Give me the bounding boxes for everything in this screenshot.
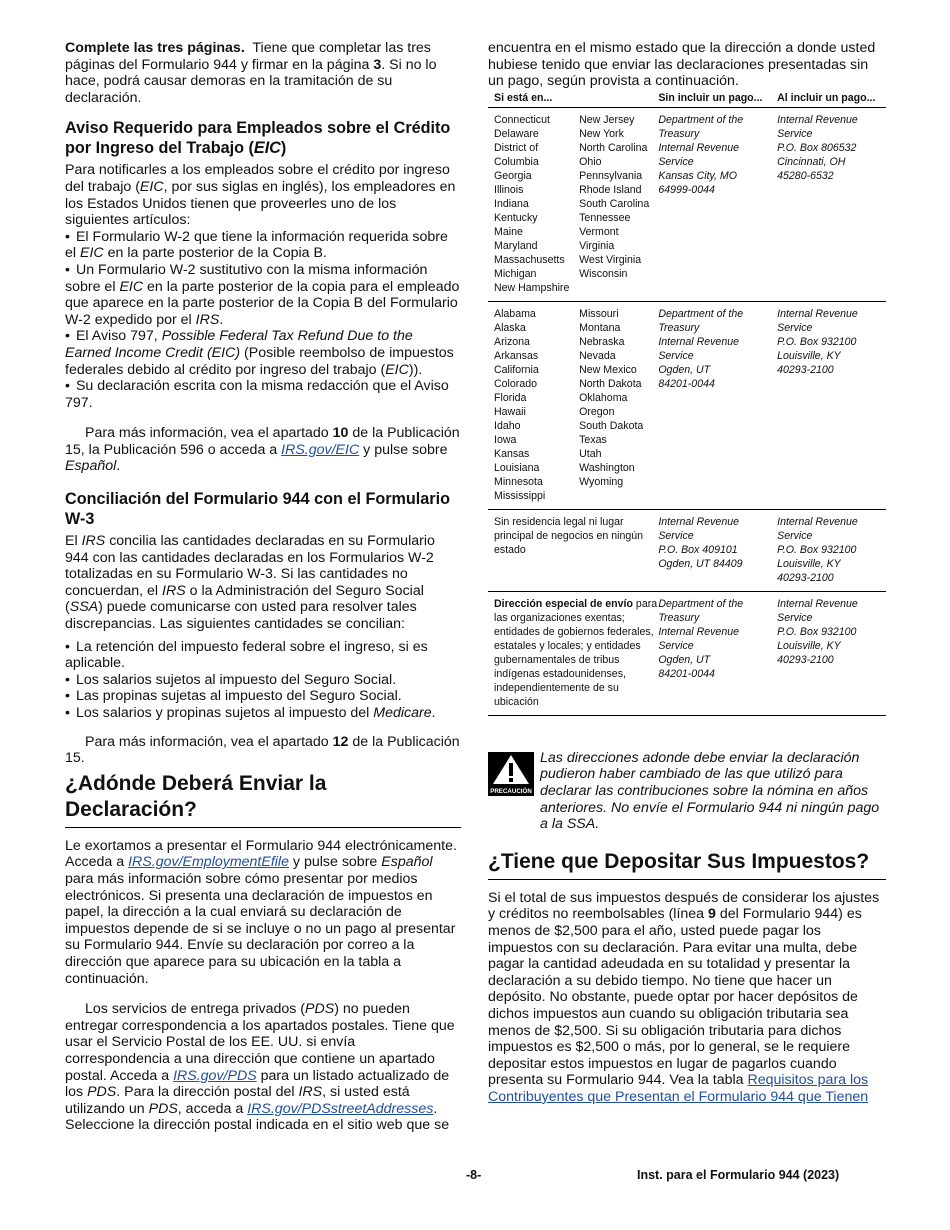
intro-paragraph: Complete las tres páginas. Tiene que completar las tres páginas del Formulario 944 y firmar en la página 3. Si no lo hace, podrá causar demoras en la tramitación de su declaración. xyxy=(65,40,437,106)
employment-efile-link[interactable]: IRS.gov/EmploymentEfile xyxy=(128,854,289,871)
table-cell-line: Cincinnati, OH xyxy=(777,155,846,168)
table-cell-line: New Jersey xyxy=(579,113,635,126)
table-cell-line: North Dakota xyxy=(579,377,642,390)
table-row xyxy=(488,302,886,510)
eic-list xyxy=(65,229,461,412)
irs-eic-link[interactable]: IRS.gov/EIC xyxy=(281,441,360,458)
table-cell-line: P.O. Box 932100 xyxy=(777,625,857,638)
table-cell-line: Alaska xyxy=(494,321,526,334)
table-cell-line: Ogden, UT xyxy=(658,653,711,666)
table-cell-line: New York xyxy=(579,127,624,140)
irs-pds-link[interactable]: IRS.gov/PDS xyxy=(173,1067,257,1084)
table-cell-line: Iowa xyxy=(494,433,517,446)
table-cell-line: 84201-0044 xyxy=(658,667,715,680)
reconciliation-more-info: Para más información, vea el apartado 12 de la Publicación 15. xyxy=(65,733,460,767)
table-cell-line: Kansas xyxy=(494,447,530,460)
where-to-file-paragraph: Le exortamos a presentar el Formulario 944 electrónicamente. Acceda a IRS.gov/EmploymentEfile y pulse sobre Español para más información sobre cómo presentar por medios electrónicos. Si presenta una declaración de impuestos en papel, la dirección a la cual enviará su declaración de impuestos depende de si se incluye o no un pago al presentar su Formulario 944. Envíe su declaración por correo a la dirección que aparece para su ubicación en la tabla a continuación. xyxy=(65,837,457,987)
table-cell-line: Missouri xyxy=(579,307,619,320)
states-col-b xyxy=(579,307,658,503)
table-cell-line: Indiana xyxy=(494,197,529,210)
col-header-with-payment: Al incluir un pago... xyxy=(777,91,876,104)
table-cell-line: Utah xyxy=(579,447,602,460)
table-cell-line: 45280-6532 xyxy=(777,169,834,182)
eic-heading: Aviso Requerido para Empleados sobre el Crédito por Ingreso del Trabajo (EIC) xyxy=(65,119,451,158)
table-cell-line: New Mexico xyxy=(579,363,637,376)
table-cell-line: Internal Revenue Service xyxy=(777,597,858,624)
table-cell-line: New Hampshire xyxy=(494,281,570,294)
table-cell-line: Internal Revenue Service xyxy=(658,515,739,542)
caution-label: PRECAUCIÓN xyxy=(490,787,532,795)
table-cell-line: Delaware xyxy=(494,127,539,140)
table-cell-line: California xyxy=(494,363,539,376)
table-cell-line: Kentucky xyxy=(494,211,538,224)
table-cell-line: Internal Revenue Service xyxy=(658,335,739,362)
table-cell-line: P.O. Box 806532 xyxy=(777,141,857,154)
table-cell-line: Massachusetts xyxy=(494,253,565,266)
table-cell-line: Pennsylvania xyxy=(579,169,643,182)
special-address: Dirección especial de envío para las organizaciones exentas; entidades de gobiernos federales, estatales y locales; y entidades gubernamentales de tribus indígenas estadounidenses, independientemente de su ubicación xyxy=(494,597,658,708)
deposit-paragraph: Si el total de sus impuestos después de considerar los ajustes y créditos no reembolsables (línea 9 del Formulario 944) es menos de $2,500 para el año, usted puede pagar los impuestos con su declaración. Para evitar una multa, debe pagar la cantidad adeudada en su totalidad y presentar la declaración a su debido tiempo. No tiene que hacer un depósito. No obstante, puede optar por hacer depósitos de dichos impuestos aun cuando su obligación tributaria sea menos de $2,500. Si su obligación tributaria para dichos impuestos es $2,500 o más, por lo general, se le requiere depositar estos impuestos en lugar de pagarlos cuando presenta su Formulario 944. Vea la tabla Requisitos para los Contribuyentes que Presentan el Formulario 944 que Tienen xyxy=(488,889,880,1105)
states-col-a xyxy=(488,307,579,503)
table-cell-line: Alabama xyxy=(494,307,536,320)
table-cell-line: Louisville, KY xyxy=(777,639,841,652)
address-without-payment xyxy=(658,597,773,709)
address-without-payment xyxy=(658,515,773,585)
eic-paragraph: Para notificarles a los empleados sobre el crédito por ingreso del trabajo (EIC, por sus siglas en inglés), los empleadores en los Estados Unidos tienen que proveerles uno de los siguientes artículos: xyxy=(65,162,456,229)
col-header-without-payment: Sin incluir un pago... xyxy=(658,91,763,104)
filing-address-table xyxy=(488,91,886,716)
table-cell-line: 84201-0044 xyxy=(658,377,715,390)
address-without-payment xyxy=(658,307,773,503)
table-cell-line: Idaho xyxy=(494,419,521,432)
list-item: • Los salarios y propinas sujetos al impuesto del Medicare. xyxy=(65,705,461,722)
table-row xyxy=(488,592,886,716)
table-cell-line: Hawaii xyxy=(494,405,526,418)
list-item: • Un Formulario W-2 sustitutivo con la misma información sobre el EIC en la parte posterior de la copia para el empleado que aparece en la parte posterior de la Copia B del Formulario W-2 expedido por el IRS. xyxy=(65,262,461,328)
pds-paragraph: Los servicios de entrega privados (PDS) no pueden entregar correspondencia a los apartados postales. Tiene que usar el Servicio Postal de los EE. UU. si envía correspondencia a una dirección que contiene un apartado postal. Acceda a IRS.gov/PDS para un listado actualizado de los PDS. Para la dirección postal del IRS, si usted está utilizando un PDS, acceda a IRS.gov/PDSstreetAddresses. Seleccione la dirección postal indicada en el sitio web que se xyxy=(65,1001,455,1134)
table-cell-line: Department of the Treasury xyxy=(658,307,744,334)
page-number: -8- xyxy=(466,1168,482,1182)
address-without-payment xyxy=(658,113,773,295)
eic-more-info: Para más información, vea el apartado 10 de la Publicación 15, la Publicación 596 o acceda a IRS.gov/EIC y pulse sobre Español. xyxy=(65,425,460,475)
table-cell-line: South Dakota xyxy=(579,419,644,432)
table-cell-line: Arizona xyxy=(494,335,530,348)
table-cell-line: Illinois xyxy=(494,183,524,196)
footer-title: Inst. para el Formulario 944 (2023) xyxy=(637,1168,840,1182)
list-item: • Las propinas sujetas al impuesto del Seguro Social. xyxy=(65,688,461,705)
table-cell-line: Oklahoma xyxy=(579,391,628,404)
table-cell-line: P.O. Box 932100 xyxy=(777,335,857,348)
left-column xyxy=(65,40,461,1134)
table-row xyxy=(488,510,886,592)
table-header xyxy=(488,91,886,108)
table-cell-line: Virginia xyxy=(579,239,615,252)
caution-text: Las direcciones adonde debe enviar la declaración pudieron haber cambiado de las que utilizó para declarar las contribuciones sobre la nómina en años anteriores. No envíe el Formulario 944 ni ningún pago a la SSA. xyxy=(540,749,880,833)
table-cell-line: Wisconsin xyxy=(579,267,628,280)
table-cell-line: Minnesota xyxy=(494,475,543,488)
list-item: • Los salarios sujetos al impuesto del Seguro Social. xyxy=(65,672,461,689)
table-cell-line: Montana xyxy=(579,321,621,334)
table-cell-line: Louisville, KY xyxy=(777,557,841,570)
table-row xyxy=(488,108,886,302)
table-cell-line: Internal Revenue Service xyxy=(658,625,739,652)
table-cell-line: Maine xyxy=(494,225,523,238)
list-item: • La retención del impuesto federal sobre el ingreso, si es aplicable. xyxy=(65,639,461,672)
table-cell-line: Florida xyxy=(494,391,527,404)
table-cell-line: Louisville, KY xyxy=(777,349,841,362)
table-cell-line: 64999-0044 xyxy=(658,183,715,196)
table-cell-line: West Virginia xyxy=(579,253,642,266)
table-cell-line: Tennessee xyxy=(579,211,631,224)
table-cell-line: Ogden, UT 84409 xyxy=(658,557,743,570)
table-cell-line: Wyoming xyxy=(579,475,624,488)
address-with-payment xyxy=(773,597,886,709)
reconciliation-heading: Conciliación del Formulario 944 con el Formulario W-3 xyxy=(65,490,450,529)
caution-icon xyxy=(488,752,534,796)
reconciliation-paragraph: El IRS concilia las cantidades declaradas en su Formulario 944 con las cantidades declaradas en los Formularios W-2 totalizadas en su Formulario W-3. Si las cantidades no concuerdan, el IRS o la Administración del Seguro Social (SSA) puede comunicarse con usted para resolver tales discrepancias. Las siguientes cantidades se concilian: xyxy=(65,533,435,633)
table-cell-line: Department of the Treasury xyxy=(658,597,744,624)
reconciliation-list xyxy=(65,639,461,722)
table-cell-line: Internal Revenue Service xyxy=(777,113,858,140)
table-cell-line: Ohio xyxy=(579,155,602,168)
table-cell-line: North Carolina xyxy=(579,141,648,154)
table-cell-line: Connecticut xyxy=(494,113,550,126)
caution-note xyxy=(488,750,886,833)
table-cell-line: 40293-2100 xyxy=(777,363,834,376)
table-cell-line: South Carolina xyxy=(579,197,650,210)
table-cell-line: Arkansas xyxy=(494,349,539,362)
address-with-payment xyxy=(773,515,886,585)
table-cell-line: Louisiana xyxy=(494,461,540,474)
table-cell-line: Nebraska xyxy=(579,335,625,348)
list-item: • Su declaración escrita con la misma redacción que el Aviso 797. xyxy=(65,378,461,411)
table-cell-line: Maryland xyxy=(494,239,538,252)
deposit-requirements-link[interactable]: Requisitos para los Contribuyentes que Presentan el Formulario 944 que Tienen xyxy=(488,1072,869,1105)
list-item: • El Aviso 797, Possible Federal Tax Refund Due to the Earned Income Credit (EIC) (Posible reembolso de impuestos federales debido al crédito por ingreso del trabajo (EIC)). xyxy=(65,328,461,378)
table-cell-line: District of Columbia xyxy=(494,141,539,168)
table-cell-line: Colorado xyxy=(494,377,537,390)
address-with-payment xyxy=(773,307,886,503)
table-cell-line: Internal Revenue Service xyxy=(777,515,858,542)
where-to-file-heading: ¿Adónde Deberá Enviar la Declaración? xyxy=(65,771,461,828)
table-cell-line: Rhode Island xyxy=(579,183,642,196)
table-cell-line: P.O. Box 409101 xyxy=(658,543,738,556)
list-item: • El Formulario W-2 que tiene la información requerida sobre el EIC en la parte posterior de la Copia B. xyxy=(65,229,461,262)
states-col-b xyxy=(579,113,658,295)
states-col-a xyxy=(488,113,579,295)
right-column xyxy=(488,40,886,1105)
table-cell-line: P.O. Box 932100 xyxy=(777,543,857,556)
table-cell-line: Department of the Treasury xyxy=(658,113,744,140)
table-cell-line: Nevada xyxy=(579,349,616,362)
deposit-heading: ¿Tiene que Depositar Sus Impuestos? xyxy=(488,849,886,880)
table-cell-line: Georgia xyxy=(494,169,532,182)
table-cell-line: Washington xyxy=(579,461,635,474)
address-with-payment xyxy=(773,113,886,295)
col-header-location: Si está en... xyxy=(494,91,553,104)
table-cell-line: 40293-2100 xyxy=(777,653,834,666)
table-cell-line: Kansas City, MO xyxy=(658,169,737,182)
table-cell-line: Texas xyxy=(579,433,607,446)
table-cell-line: Oregon xyxy=(579,405,615,418)
no-legal-residence: Sin residencia legal ni lugar principal de negocios en ningún estado xyxy=(494,515,644,556)
table-cell-line: 40293-2100 xyxy=(777,571,834,584)
table-cell-line: Vermont xyxy=(579,225,619,238)
table-cell-line: Internal Revenue Service xyxy=(777,307,858,334)
table-cell-line: Ogden, UT xyxy=(658,363,711,376)
pds-street-addresses-link[interactable]: IRS.gov/PDSstreetAddresses xyxy=(247,1100,434,1117)
table-cell-line: Michigan xyxy=(494,267,537,280)
continued-paragraph: encuentra en el mismo estado que la dirección a donde usted hubiese tenido que enviar las declaraciones presentadas sin un pago, según provista a continuación. xyxy=(488,40,876,90)
table-cell-line: Internal Revenue Service xyxy=(658,141,739,168)
table-cell-line: Mississippi xyxy=(494,489,546,502)
